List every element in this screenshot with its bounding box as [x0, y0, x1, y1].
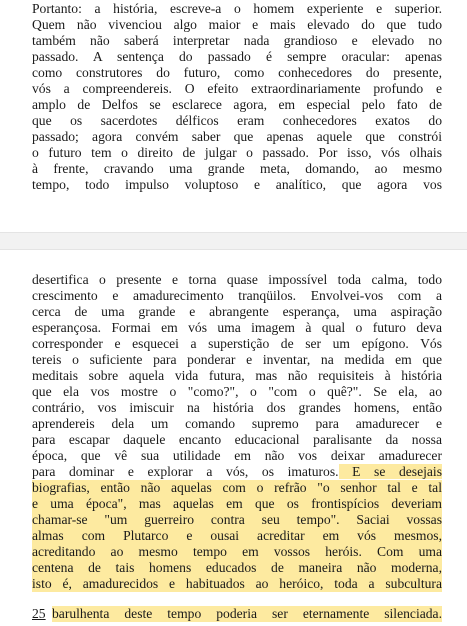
text-line: vós a compreendereis. O efeito extraordinariamente profundo e	[32, 81, 442, 96]
highlighted-text-line: barulhenta deste tempo poderia ser eternamente silenciada.	[52, 606, 442, 621]
highlighted-text-line: almas com Plutarco e ousai acreditar em vós mesmos,	[32, 528, 442, 543]
top-page-text	[32, 1, 442, 193]
highlighted-text-segment: E se desejais	[338, 464, 442, 479]
text-line: que os sacerdotes délficos eram conhecedores exatos do	[32, 113, 442, 128]
highlighted-text-line: chamar-se "um guerreiro contra seu tempo". Saciai vossas	[32, 512, 442, 527]
bottom-page-text	[32, 272, 442, 592]
text-line-split	[32, 464, 442, 480]
text-line: crescimento e amadurecimento tranqüilos. Envolvei-vos com a	[32, 288, 442, 303]
highlighted-text-line: isto é, amadurecidos e habituados ao heróico, toda a subcultura	[32, 576, 442, 591]
highlighted-text-line: e uma época", mas aquelas em que os frontispícios deveriam	[32, 496, 442, 511]
text-segment: para dominar e explorar a vós, os imaturos.	[32, 464, 339, 479]
text-line: passado; agora convém saber que apenas aquele que constrói	[32, 129, 442, 144]
text-line: Quem não vivenciou algo maior e mais elevado do que tudo	[32, 17, 442, 32]
text-line: tempo, todo impulso voluptoso e analítico, que agora vos	[32, 177, 442, 192]
text-line: amplo de Delfos se esclarece agora, em especial pelo fato de	[32, 97, 442, 112]
highlighted-text-line: biografias, então não aquelas com o refrão "o senhor tal e tal	[32, 480, 442, 495]
text-line: passado. A sentença do passado é sempre oracular: apenas	[32, 49, 442, 64]
text-line: Portanto: a história, escreve-a o homem experiente e superior.	[32, 1, 442, 16]
text-line: o futuro tem o direito de julgar o passado. Por isso, vós olhais	[32, 145, 442, 160]
text-line: corresponder e esquecei a superstição de ser um epígono. Vós	[32, 336, 442, 351]
page-separator	[0, 232, 467, 250]
text-line: contrário, vos imiscuir na história dos grandes homens, então	[32, 400, 442, 415]
highlighted-text-line: centena de tais homens educados de maneira não moderna,	[32, 560, 442, 575]
text-line: aprendereis dela um comando supremo para amadurecer e	[32, 416, 442, 431]
text-line: que ela vos mostre o "como?", o "com o quê?". Se ela, ao	[32, 384, 442, 399]
text-line: cerca de uma grande e abrangente esperança, uma aspiração	[32, 304, 442, 319]
text-line: desertifica o presente e torna quase impossível toda calma, todo	[32, 272, 442, 287]
text-line: época, que vê sua utilidade em não vos deixar amadurecer	[32, 448, 442, 463]
text-line: tereis o suficiente para ponderar e inventar, na medida em que	[32, 352, 442, 367]
text-line: esperançosa. Formai em vós uma imagem à qual o futuro deva	[32, 320, 442, 335]
page-number: 25	[32, 606, 46, 621]
text-line: à frente, cravando uma grande meta, domando, ao mesmo	[32, 161, 442, 176]
bottom-page	[0, 250, 467, 626]
highlighted-text-line: acreditando ao mesmo tempo em vossos heróis. Com uma	[32, 544, 442, 559]
text-line: para escapar daquele encanto educacional paralisante da nossa	[32, 432, 442, 447]
top-page	[0, 0, 467, 232]
text-line: como construtores do futuro, como conhecedores do presente,	[32, 65, 442, 80]
text-line: meditais sobre aquela vida futura, mas não requisiteis à história	[32, 368, 442, 383]
text-line: também não saberá interpretar nada grandioso e elevado no	[32, 33, 442, 48]
